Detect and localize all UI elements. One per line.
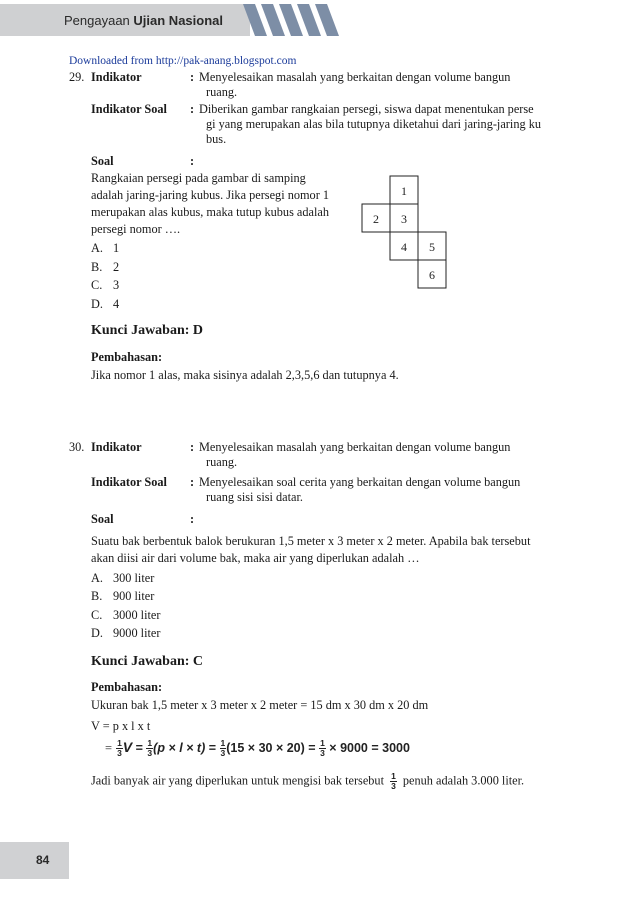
indikator-soal-label: Indikator Soal <box>91 102 167 116</box>
formula-pxlxt: (p × l × t) <box>153 741 206 755</box>
download-link[interactable]: Downloaded from http://pak-anang.blogspot.com <box>69 55 297 67</box>
fraction-one-third: $\frac{1}{3}$ <box>147 738 153 759</box>
soal-label: Soal <box>91 512 114 526</box>
option-letter: D. <box>91 297 103 311</box>
net-label-1: 1 <box>401 184 407 198</box>
soal-line: Suatu bak berbentuk balok berukuran 1,5 meter x 3 meter x 2 meter. Apabila bak tersebut <box>91 534 531 548</box>
option-d[interactable] <box>91 297 119 312</box>
option-text: 3 <box>113 278 120 292</box>
question-number: 29. <box>69 70 85 84</box>
colon: : <box>190 475 195 489</box>
option-letter: A. <box>91 241 103 255</box>
indikator-value: Menyelesaikan masalah yang berkaitan dengan volume bangun <box>199 440 511 454</box>
formula-equals: = <box>135 741 143 755</box>
colon: : <box>190 70 195 84</box>
option-b[interactable] <box>91 260 119 275</box>
cube-net-figure <box>360 174 460 294</box>
soal-line: adalah jaring-jaring kubus. Jika persegi nomor 1 <box>91 188 330 202</box>
indikator-value-cont: ruang. <box>206 85 238 99</box>
volume-formula <box>91 739 410 763</box>
answer-key: Kunci Jawaban: C <box>91 654 204 669</box>
fraction-one-third: $\frac{1}{3}$ <box>391 771 396 791</box>
net-label-3: 3 <box>401 212 407 226</box>
indikator-value-cont: ruang. <box>206 455 238 469</box>
soal-line: merupakan alas kubus, maka tutup kubus adalah <box>91 205 330 219</box>
option-letter: C. <box>91 608 103 622</box>
conclusion-text <box>91 772 524 791</box>
option-text: 300 liter <box>113 571 155 585</box>
page-header <box>0 0 638 38</box>
conclusion-part-2: penuh adalah 3.000 liter. <box>402 773 525 788</box>
pembahasan-label: Pembahasan: <box>91 680 163 694</box>
formula-equals: = <box>208 741 217 755</box>
option-text: 900 liter <box>113 589 155 603</box>
question-29-header <box>0 70 638 180</box>
fraction-one-third: $\frac{1}{3}$ <box>320 738 325 759</box>
option-b[interactable] <box>91 589 154 604</box>
net-label-4: 4 <box>401 240 407 254</box>
conclusion-part-1: Jadi banyak air yang diperlukan untuk mengisi bak tersebut <box>91 773 384 788</box>
indikator-soal-label: Indikator Soal <box>91 475 167 489</box>
indikator-soal-value-cont: gi yang merupakan alas bila tutupnya diketahui dari jaring-jaring ku <box>206 117 541 131</box>
soal-label: Soal <box>91 154 114 168</box>
indikator-value: Menyelesaikan masalah yang berkaitan dengan volume bangun <box>199 70 511 84</box>
indikator-soal-value-cont: ruang sisi sisi datar. <box>206 490 303 504</box>
option-letter: D. <box>91 626 103 640</box>
header-stripes-decoration <box>243 4 343 36</box>
option-c[interactable] <box>91 278 119 293</box>
net-label-5: 5 <box>429 240 435 254</box>
pembahasan-line: Ukuran bak 1,5 meter x 3 meter x 2 meter = 15 dm x 30 dm x 20 dm <box>91 698 429 712</box>
option-text: 4 <box>113 297 120 311</box>
option-letter: B. <box>91 260 103 274</box>
formula-v: V <box>122 739 133 755</box>
colon: : <box>190 102 195 116</box>
fraction-one-third: $\frac{1}{3}$ <box>220 738 226 759</box>
option-letter: B. <box>91 589 103 603</box>
net-label-6: 6 <box>429 268 435 282</box>
formula-multiplication: (15 × 30 × 20) <box>226 741 305 755</box>
formula-times-9000: × 9000 <box>329 741 368 755</box>
question-30-text <box>91 533 571 567</box>
colon: : <box>190 440 195 454</box>
option-letter: A. <box>91 571 103 585</box>
indikator-label: Indikator <box>91 70 142 84</box>
page-number-box <box>0 842 69 879</box>
soal-line: Rangkaian persegi pada gambar di samping <box>91 171 306 185</box>
option-text: 3000 liter <box>113 608 161 622</box>
indikator-soal-value: Diberikan gambar rangkaian persegi, siswa dapat menentukan perse <box>199 102 534 116</box>
option-d[interactable] <box>91 626 160 641</box>
colon: : <box>190 154 195 168</box>
pembahasan-label: Pembahasan: <box>91 350 163 364</box>
header-title-light: Pengayaan <box>64 13 134 28</box>
option-a[interactable] <box>91 571 154 586</box>
question-29-text <box>91 170 341 238</box>
formula-result: = 3000 <box>371 741 410 755</box>
question-30-header <box>0 440 638 530</box>
header-title-bold: Ujian Nasional <box>133 13 223 28</box>
option-a[interactable] <box>91 241 119 256</box>
indikator-label: Indikator <box>91 440 142 454</box>
option-letter: C. <box>91 278 103 292</box>
formula-equals: = <box>105 741 113 755</box>
option-text: 1 <box>113 241 120 255</box>
soal-line: akan diisi air dari volume bak, maka air yang diperlukan adalah … <box>91 551 420 565</box>
net-label-2: 2 <box>373 212 379 226</box>
soal-line: persegi nomor …. <box>91 222 181 236</box>
pembahasan-text: Jika nomor 1 alas, maka sisinya adalah 2,3,5,6 dan tutupnya 4. <box>91 368 399 382</box>
formula-equals: = <box>308 741 316 755</box>
question-number: 30. <box>69 440 85 454</box>
option-text: 9000 liter <box>113 626 161 640</box>
indikator-soal-value: Menyelesaikan soal cerita yang berkaitan dengan volume bangun <box>199 475 521 489</box>
answer-key: Kunci Jawaban: D <box>91 323 204 338</box>
option-c[interactable] <box>91 608 160 623</box>
fraction-one-third: $\frac{1}{3}$ <box>117 738 122 759</box>
pembahasan-line: V = p x l x t <box>91 719 151 733</box>
page-number: 84 <box>36 853 50 867</box>
colon: : <box>190 512 195 526</box>
header-title <box>64 13 223 28</box>
option-text: 2 <box>113 260 120 274</box>
indikator-soal-value-cont: bus. <box>206 132 227 146</box>
